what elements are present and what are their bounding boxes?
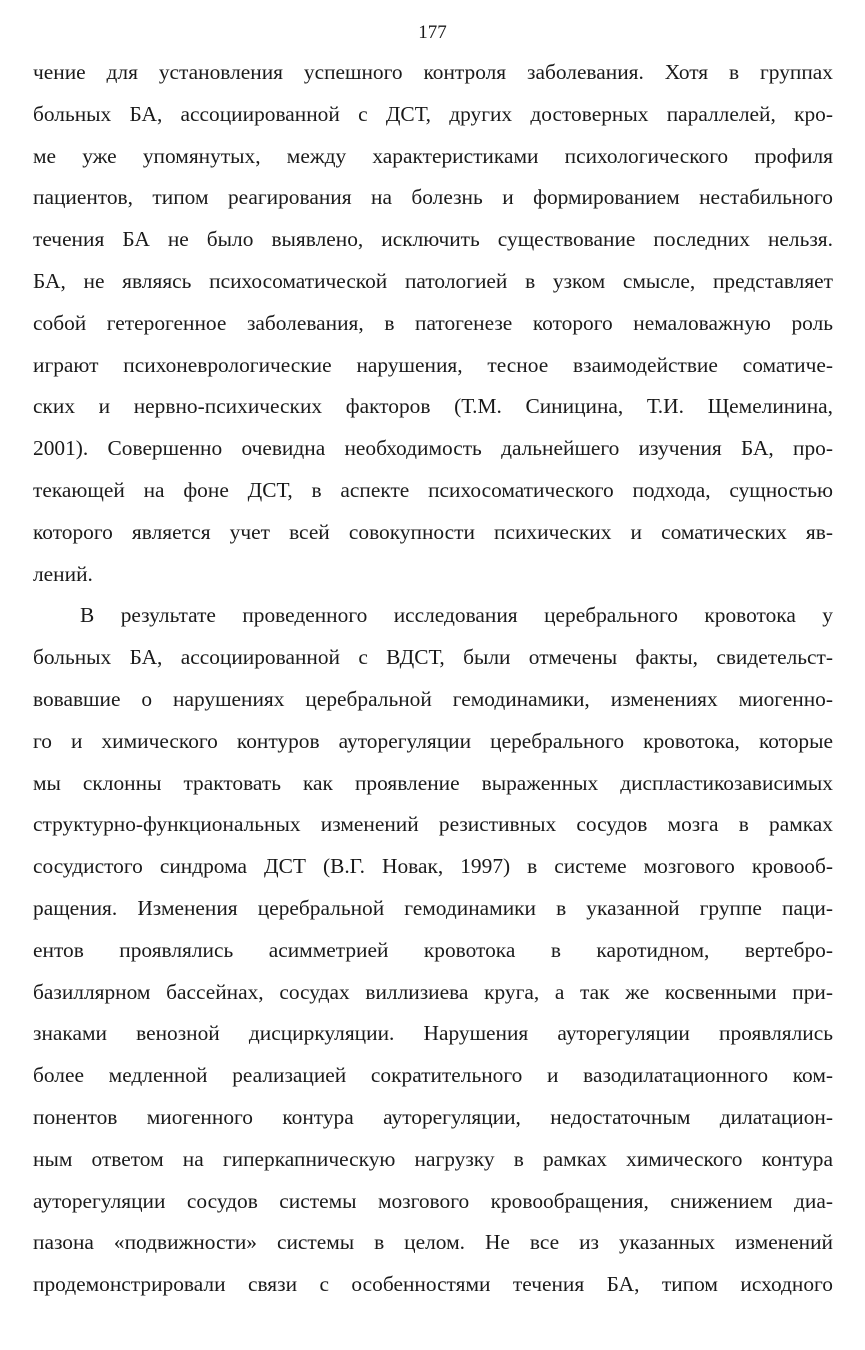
text-line: ских и нервно-психических факторов (Т.М. Синицина, Т.И. Щемелинина, xyxy=(33,394,833,419)
text-line: знаками венозной дисциркуляции. Нарушения ауторегуляции проявлялись xyxy=(33,1021,833,1046)
text-line: 2001). Совершенно очевидна необходимость дальнейшего изучения БА, про- xyxy=(33,436,833,461)
text-line: ентов проявлялись асимметрией кровотока в каротидном, вертебро- xyxy=(33,937,833,962)
text-line: более медленной реализацией сократительного и вазодилатационного ком- xyxy=(33,1063,833,1088)
text-line: течения БА не было выявлено, исключить существование последних нельзя. xyxy=(33,227,833,252)
text-line: базиллярном бассейнах, сосудах виллизиева круга, а так же косвенными при- xyxy=(33,979,833,1004)
text-line: ме уже упомянутых, между характеристиками психологического профиля xyxy=(33,143,833,168)
paragraph-1 xyxy=(33,52,833,595)
text-line: продемонстрировали связи с особенностями течения БА, типом исходного xyxy=(33,1272,833,1297)
text-line: пазона «подвижности» системы в целом. Не все из указанных изменений xyxy=(33,1230,833,1255)
text-line: текающей на фоне ДСТ, в аспекте психосоматического подхода, сущностью xyxy=(33,477,833,502)
text-line: больных БА, ассоциированной с ДСТ, других достоверных параллелей, кро- xyxy=(33,101,833,126)
text-line: сосудистого синдрома ДСТ (В.Г. Новак, 1997) в системе мозгового кровооб- xyxy=(33,854,833,879)
text-line: структурно-функциональных изменений резистивных сосудов мозга в рамках xyxy=(33,812,833,837)
paragraph-2 xyxy=(33,595,833,1306)
text-line: БА, не являясь психосоматической патологией в узком смысле, представляет xyxy=(33,268,833,293)
text-line: собой гетерогенное заболевания, в патогенезе которого немаловажную роль xyxy=(33,310,833,335)
text-line: чение для установления успешного контроля заболевания. Хотя в группах xyxy=(33,60,833,84)
text-line: лений. xyxy=(33,561,93,586)
text-line: мы склонны трактовать как проявление выраженных диспластикозависимых xyxy=(33,770,833,795)
text-line: которого является учет всей совокупности психических и соматических яв- xyxy=(33,519,833,544)
text-line: ным ответом на гиперкапническую нагрузку в рамках химического контура xyxy=(33,1146,833,1171)
text-line: больных БА, ассоциированной с ВДСТ, были отмечены факты, свидетельст- xyxy=(33,645,833,670)
text-line: го и химического контуров ауторегуляции церебрального кровотока, которые xyxy=(33,728,833,753)
text-line: пациентов, типом реагирования на болезнь и формированием нестабильного xyxy=(33,185,833,210)
text-line: вовавшие о нарушениях церебральной гемодинамики, изменениях миогенно- xyxy=(33,686,833,711)
text-line: В результате проведенного исследования церебрального кровотока у xyxy=(80,603,833,628)
text-line: понентов миогенного контура ауторегуляции, недостаточным дилатацион- xyxy=(33,1104,833,1129)
document-body xyxy=(33,52,833,1306)
page-number: 177 xyxy=(418,22,447,43)
text-line: ауторегуляции сосудов системы мозгового кровообращения, снижением диа- xyxy=(33,1188,833,1213)
text-line: играют психоневрологические нарушения, тесное взаимодействие соматиче- xyxy=(33,352,833,377)
text-line: ращения. Изменения церебральной гемодинамики в указанной группе паци- xyxy=(33,895,833,920)
